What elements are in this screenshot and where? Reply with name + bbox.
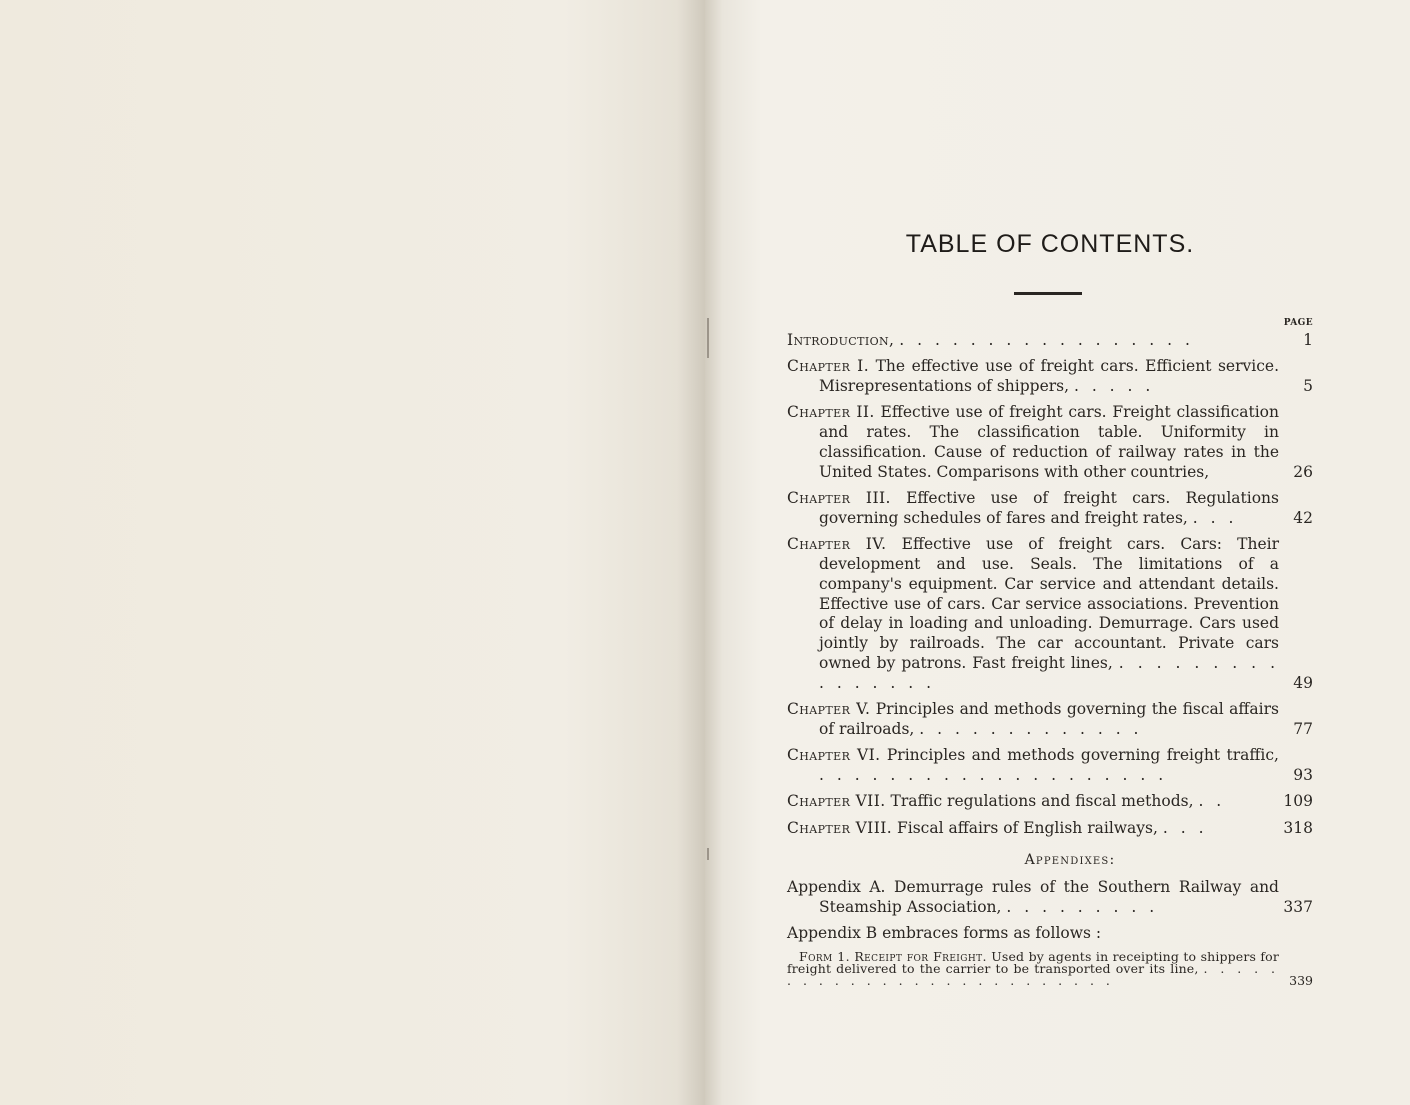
right-page xyxy=(705,0,1410,1105)
entry-label: Chapter VIII. xyxy=(787,818,893,837)
leader-dots: . . . xyxy=(1162,818,1208,837)
page-number: 109 xyxy=(1283,792,1313,811)
leader-dots: . . . . . . . . . . . . . . . . . . . . xyxy=(819,765,1168,784)
entry-label: Appendix A. xyxy=(787,878,886,897)
page-number: 318 xyxy=(1283,818,1313,837)
gutter-stain xyxy=(707,848,709,860)
page-number: 42 xyxy=(1293,508,1313,527)
entry-text: embraces forms as follows : xyxy=(882,924,1102,943)
page-number: 337 xyxy=(1283,898,1313,917)
entry-label: Chapter II. xyxy=(787,403,875,422)
leader-dots: . . . . . . . . . . . . . . . . xyxy=(819,653,1280,692)
form-caption: Receipt for Freight. xyxy=(854,948,987,964)
leader-dots: . . xyxy=(1198,792,1226,811)
entry-text: Demurrage rules of the Southern Railway and Steamship Association, xyxy=(819,878,1279,917)
toc-entry-chapter-8[interactable] xyxy=(787,819,1313,839)
entry-label: Chapter IV. xyxy=(787,535,887,554)
entry-label: Introduction, xyxy=(787,331,895,349)
toc-entry-form-1[interactable] xyxy=(787,948,1313,988)
leader-dots: . . . . . . . . . . . . . . . . . xyxy=(899,331,1194,349)
leader-dots: . . . . . . . . . xyxy=(1006,898,1159,917)
entry-text: Traffic regulations and fiscal methods, xyxy=(890,792,1194,811)
entry-text: Used by agents in receipting to shippers for freight delivered to the carrier to be transported over its line, xyxy=(787,948,1279,976)
leader-dots: . . . . . . . . . . . . . . . . . . . . . . . . . . xyxy=(787,960,1280,988)
page-number: 26 xyxy=(1293,462,1313,481)
entry-label: Chapter I. xyxy=(787,357,870,376)
page-number: 5 xyxy=(1303,377,1313,396)
toc-entry-introduction[interactable] xyxy=(787,331,1313,351)
table-of-contents xyxy=(787,331,1313,987)
leader-dots: . . . xyxy=(1192,508,1238,527)
entry-label: Chapter VII. xyxy=(787,792,886,811)
page-number: 93 xyxy=(1293,765,1313,784)
appendixes-heading: Appendixes: xyxy=(1024,852,1116,869)
page-number: 339 xyxy=(1289,972,1313,988)
entry-text: Fiscal affairs of English railways, xyxy=(897,818,1158,837)
leader-dots: . . . . . . . . . . . . . xyxy=(919,719,1143,738)
page-title: TABLE OF CONTENTS. xyxy=(905,230,1195,258)
entry-label: Form 1. xyxy=(799,948,850,964)
toc-entry-chapter-3[interactable] xyxy=(787,489,1313,529)
page-number: 1 xyxy=(1303,331,1313,349)
entry-text: Effective use of freight cars. Cars: Their development and use. Seals. The limitations of a company's equipment. Car service and attendant details. Effective use of cars. Car service associations. Prevention of delay in loading and unloading. Demurrage. Cars used jointly by railroads. The car accountant. Private cars owned by patrons. Fast freight lines, xyxy=(819,535,1279,672)
entry-text: Effective use of freight cars. Freight classification and rates. The classification table. Uniformity in classification. Cause of reduction of railway rates in the United States. Comparisons with other countries, xyxy=(819,403,1279,481)
toc-entry-chapter-1[interactable] xyxy=(787,357,1313,397)
entry-label: Chapter V. xyxy=(787,700,871,719)
page-number: 49 xyxy=(1293,673,1313,692)
entry-label: Chapter VI. xyxy=(787,746,881,765)
page-column-label: PAGE xyxy=(1283,318,1313,328)
entry-label: Chapter III. xyxy=(787,489,891,508)
leader-dots: . . . . . xyxy=(1073,377,1155,396)
toc-entry-chapter-6[interactable] xyxy=(787,746,1313,786)
page-number: 77 xyxy=(1293,719,1313,738)
entry-text: Principles and methods governing freight traffic, xyxy=(886,746,1279,765)
title-rule xyxy=(1014,292,1082,295)
entry-text: Effective use of freight cars. Regulations governing schedules of fares and freight rates, xyxy=(819,489,1279,527)
toc-entry-chapter-2[interactable] xyxy=(787,403,1313,482)
gutter-stain xyxy=(707,318,709,358)
toc-entry-chapter-7[interactable] xyxy=(787,792,1313,812)
entry-text: The effective use of freight cars. Efficient service. Misrepresentations of shippers, xyxy=(819,357,1279,396)
entry-text: Principles and methods governing the fiscal affairs of railroads, xyxy=(819,700,1279,738)
toc-entry-chapter-4[interactable] xyxy=(787,535,1313,693)
toc-entry-chapter-5[interactable] xyxy=(787,700,1313,740)
entry-label: Appendix B xyxy=(787,924,878,943)
toc-entry-appendix-b[interactable] xyxy=(787,924,1313,944)
toc-entry-appendix-a[interactable] xyxy=(787,878,1313,918)
